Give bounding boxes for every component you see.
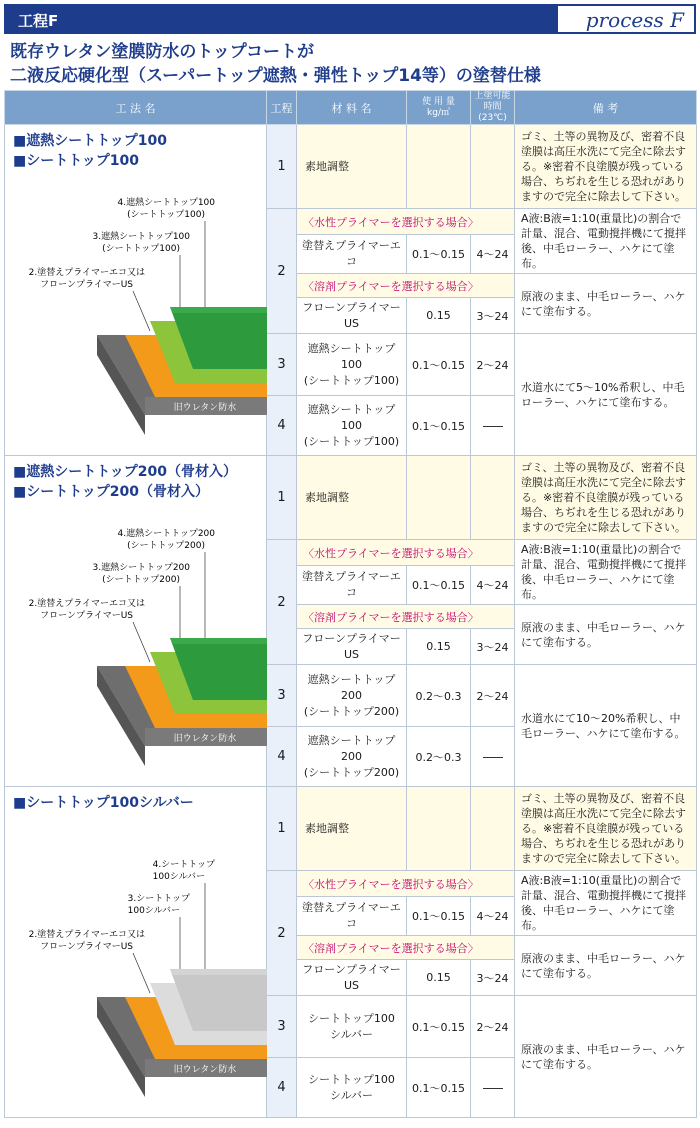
note-topcoat: 水道水にて10〜20%希釈し、中毛ローラー、ハケにて塗布する。 bbox=[515, 665, 697, 787]
step-number: 2 bbox=[267, 209, 297, 334]
material-name: シートトップ100 シルバー bbox=[297, 1058, 407, 1118]
label-layer3: 3.遮熱シートトップ100 bbox=[92, 232, 190, 242]
usage-amount: 0.2〜0.3 bbox=[407, 665, 471, 727]
recoat-time bbox=[471, 727, 515, 787]
recoat-time: 2〜24 bbox=[471, 334, 515, 396]
label-layer3-sub: (シートトップ100) bbox=[102, 244, 180, 254]
step-number: 2 bbox=[267, 540, 297, 665]
table-row bbox=[5, 787, 697, 871]
step-number: 3 bbox=[267, 665, 297, 727]
step-number: 3 bbox=[267, 334, 297, 396]
label-layer4-sub: (シートトップ100) bbox=[127, 210, 205, 220]
recoat-time: 4〜24 bbox=[471, 235, 515, 274]
label-layer4: 4.シートトップ bbox=[152, 860, 215, 870]
water-primer-header: 〈水性プライマーを選択する場合〉 bbox=[297, 209, 515, 235]
col-notes: 備 考 bbox=[515, 91, 697, 125]
material-name: 塗替えプライマーエコ bbox=[297, 897, 407, 936]
base-label: 旧ウレタン防水 bbox=[173, 403, 237, 413]
process-english: process F bbox=[585, 8, 684, 32]
label-layer3: 3.シートトップ bbox=[127, 894, 190, 904]
recoat-time: 4〜24 bbox=[471, 566, 515, 605]
material-name: 遮熱シートトップ200 (シートトップ200) bbox=[297, 727, 407, 787]
layer-diagram bbox=[5, 456, 267, 782]
label-layer3-sub: 100シルバー bbox=[127, 906, 180, 916]
usage-amount: 0.2〜0.3 bbox=[407, 727, 471, 787]
note-eco: A液:B液=1:10(重量比)の割合で計量、混合、電動撹拌機にて撹拌後、中毛ローラー、ハケにて塗布。 bbox=[515, 871, 697, 936]
note-prep: ゴミ、土等の異物及び、密着不良塗膜は高圧水洗にて完全に除去する。※密着不良塗膜が残っている場合、ちぢれを生じる恐れがありますので完全に除去して下さい。 bbox=[515, 125, 697, 209]
spec-table bbox=[4, 90, 697, 1118]
table-row bbox=[5, 456, 697, 540]
material-name: 遮熱シートトップ200 (シートトップ200) bbox=[297, 665, 407, 727]
recoat-time: 3〜24 bbox=[471, 629, 515, 665]
usage-amount: 0.15 bbox=[407, 298, 471, 334]
step-number: 4 bbox=[267, 727, 297, 787]
label-primer-sub: フローンプライマーUS bbox=[40, 611, 133, 621]
method-title: ■シートトップ100シルバー bbox=[13, 795, 194, 811]
water-primer-header: 〈水性プライマーを選択する場合〉 bbox=[297, 540, 515, 566]
solvent-primer-header: 〈溶剤プライマーを選択する場合〉 bbox=[297, 936, 515, 960]
col-recoat: 上塗可能 時間(23℃) bbox=[471, 91, 515, 125]
page-title: 既存ウレタン塗膜防水のトップコートが 二液反応硬化型（スーパートップ遮熱・弾性トップ14等）の塗替仕様 bbox=[10, 42, 541, 86]
step-number: 1 bbox=[267, 456, 297, 540]
usage-amount: 0.15 bbox=[407, 629, 471, 665]
label-primer: 2.塗替えプライマーエコ又は bbox=[28, 930, 145, 940]
label-primer-sub: フローンプライマーUS bbox=[40, 942, 133, 952]
solvent-primer-header: 〈溶剤プライマーを選択する場合〉 bbox=[297, 274, 515, 298]
note-eco: A液:B液=1:10(重量比)の割合で計量、混合、電動撹拌機にて撹拌後、中毛ローラー、ハケにて塗布。 bbox=[515, 209, 697, 274]
note-prep: ゴミ、土等の異物及び、密着不良塗膜は高圧水洗にて完全に除去する。※密着不良塗膜が残っている場合、ちぢれを生じる恐れがありますので完全に除去して下さい。 bbox=[515, 787, 697, 871]
label-primer: 2.塗替えプライマーエコ又は bbox=[28, 268, 145, 278]
base-label: 旧ウレタン防水 bbox=[173, 734, 237, 744]
col-method: 工 法 名 bbox=[5, 91, 267, 125]
method-cell bbox=[5, 787, 267, 1118]
header-banner bbox=[4, 4, 696, 34]
usage-amount: 0.1〜0.15 bbox=[407, 566, 471, 605]
recoat-time bbox=[471, 396, 515, 456]
step-number: 4 bbox=[267, 1058, 297, 1118]
material-name: 素地調整 bbox=[297, 125, 407, 209]
material-name: 塗替えプライマーエコ bbox=[297, 235, 407, 274]
process-english-box bbox=[556, 4, 696, 34]
usage-amount: 0.1〜0.15 bbox=[407, 897, 471, 936]
layer-diagram bbox=[5, 787, 267, 1113]
method-title: ■遮熱シートトップ100 ■シートトップ100 bbox=[13, 133, 168, 169]
note-eco: A液:B液=1:10(重量比)の割合で計量、混合、電動撹拌機にて撹拌後、中毛ローラー、ハケにて塗布。 bbox=[515, 540, 697, 605]
usage-amount: 0.1〜0.15 bbox=[407, 235, 471, 274]
label-layer4-sub: 100シルバー bbox=[152, 872, 205, 882]
recoat-time: 3〜24 bbox=[471, 298, 515, 334]
recoat-time bbox=[471, 1058, 515, 1118]
recoat-time: 4〜24 bbox=[471, 897, 515, 936]
usage-amount: 0.15 bbox=[407, 960, 471, 996]
note-topcoat: 原液のまま、中毛ローラー、ハケにて塗布する。 bbox=[515, 996, 697, 1118]
label-layer4: 4.遮熱シートトップ100 bbox=[117, 198, 215, 208]
step-number: 3 bbox=[267, 996, 297, 1058]
label-layer3-sub: (シートトップ200) bbox=[102, 575, 180, 585]
material-name: フローンプライマーUS bbox=[297, 629, 407, 665]
water-primer-header: 〈水性プライマーを選択する場合〉 bbox=[297, 871, 515, 897]
step-number: 2 bbox=[267, 871, 297, 996]
col-usage: 使 用 量 kg/㎡ bbox=[407, 91, 471, 125]
label-layer4: 4.遮熱シートトップ200 bbox=[117, 529, 215, 539]
note-us: 原液のまま、中毛ローラー、ハケにて塗布する。 bbox=[515, 274, 697, 334]
col-material: 材 料 名 bbox=[297, 91, 407, 125]
label-primer: 2.塗替えプライマーエコ又は bbox=[28, 599, 145, 609]
step-number: 1 bbox=[267, 125, 297, 209]
material-name: 遮熱シートトップ100 (シートトップ100) bbox=[297, 396, 407, 456]
material-name: 素地調整 bbox=[297, 456, 407, 540]
usage-amount: 0.1〜0.15 bbox=[407, 996, 471, 1058]
usage-amount: 0.1〜0.15 bbox=[407, 396, 471, 456]
material-name: 塗替えプライマーエコ bbox=[297, 566, 407, 605]
note-us: 原液のまま、中毛ローラー、ハケにて塗布する。 bbox=[515, 605, 697, 665]
label-layer3: 3.遮熱シートトップ200 bbox=[92, 563, 190, 573]
step-number: 4 bbox=[267, 396, 297, 456]
material-name: 遮熱シートトップ100 (シートトップ100) bbox=[297, 334, 407, 396]
label-layer4-sub: (シートトップ200) bbox=[127, 541, 205, 551]
table-header-row bbox=[5, 91, 697, 125]
material-name: フローンプライマーUS bbox=[297, 298, 407, 334]
method-cell bbox=[5, 456, 267, 787]
recoat-time: 3〜24 bbox=[471, 960, 515, 996]
base-label: 旧ウレタン防水 bbox=[173, 1065, 237, 1075]
material-name: フローンプライマーUS bbox=[297, 960, 407, 996]
note-prep: ゴミ、土等の異物及び、密着不良塗膜は高圧水洗にて完全に除去する。※密着不良塗膜が残っている場合、ちぢれを生じる恐れがありますので完全に除去して下さい。 bbox=[515, 456, 697, 540]
table-row bbox=[5, 125, 697, 209]
solvent-primer-header: 〈溶剤プライマーを選択する場合〉 bbox=[297, 605, 515, 629]
method-title: ■遮熱シートトップ200（骨材入） ■シートトップ200（骨材入） bbox=[13, 464, 238, 500]
material-name: シートトップ100 シルバー bbox=[297, 996, 407, 1058]
process-tab: 工程F bbox=[18, 12, 59, 30]
material-name: 素地調整 bbox=[297, 787, 407, 871]
recoat-time: 2〜24 bbox=[471, 996, 515, 1058]
col-step: 工程 bbox=[267, 91, 297, 125]
note-topcoat: 水道水にて5〜10%希釈し、中毛ローラー、ハケにて塗布する。 bbox=[515, 334, 697, 456]
method-cell bbox=[5, 125, 267, 456]
step-number: 1 bbox=[267, 787, 297, 871]
label-primer-sub: フローンプライマーUS bbox=[40, 280, 133, 290]
recoat-time: 2〜24 bbox=[471, 665, 515, 727]
usage-amount: 0.1〜0.15 bbox=[407, 334, 471, 396]
usage-amount: 0.1〜0.15 bbox=[407, 1058, 471, 1118]
note-us: 原液のまま、中毛ローラー、ハケにて塗布する。 bbox=[515, 936, 697, 996]
layer-diagram bbox=[5, 125, 267, 451]
